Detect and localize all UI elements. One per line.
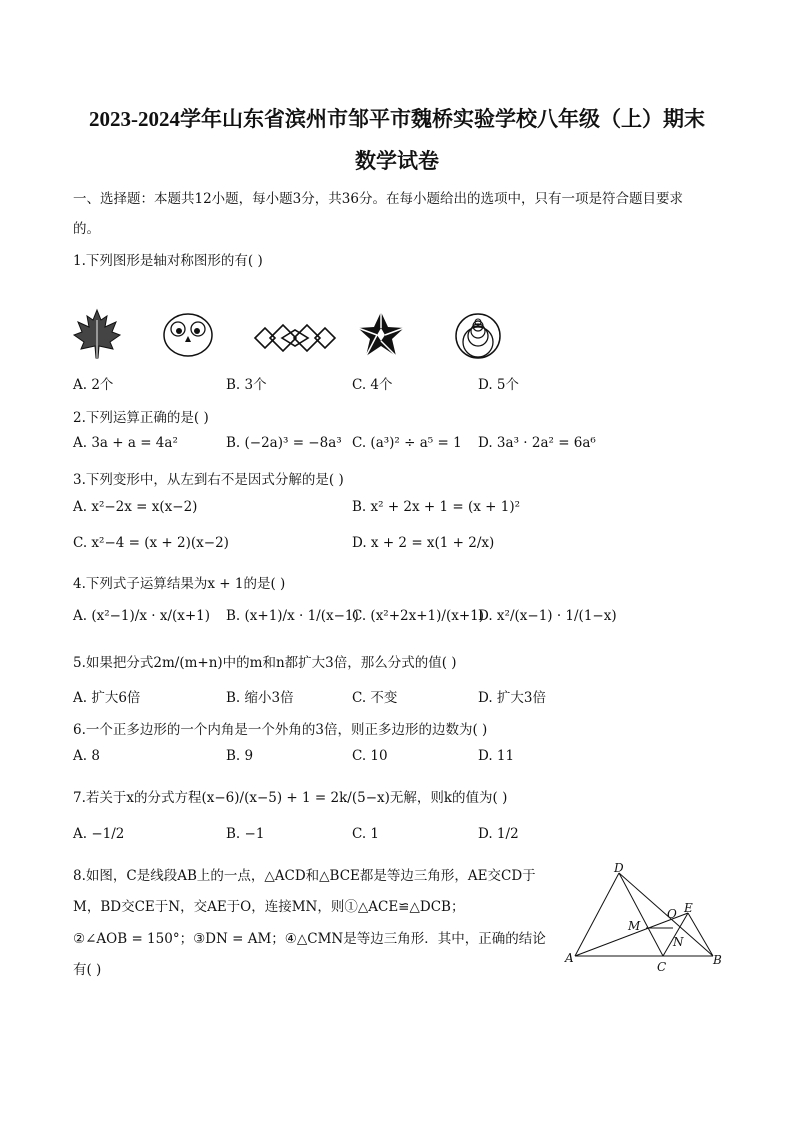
chinese-knot-figure [252,318,338,358]
q4-option-a: A. (x²−1)/x · x/(x+1) [73,608,211,624]
q6-option-a: A. 8 [73,748,100,764]
q2-option-c: C. (a³)² ÷ a⁵ = 1 [352,435,462,451]
q7-stem: 7.若关于x的分式方程(x−6)/(x−5) + 1 = 2k/(5−x)无解，则k的值为( ) [73,790,508,806]
q5-option-b: B. 缩小3倍 [226,690,294,706]
q7-option-a: A. −1/2 [73,826,125,842]
nested-circles-figure [453,312,503,360]
q8-stem-line4: 有( ) [73,962,102,978]
maple-leaf-figure [72,308,122,360]
q2-option-d: D. 3a³ · 2a² = 6a⁶ [478,435,596,451]
q5-option-d: D. 扩大3倍 [478,690,547,706]
q2-stem: 2.下列运算正确的是( ) [73,410,209,426]
page-subtitle: 数学试卷 [355,149,439,173]
q3-option-a: A. x²−2x = x(x−2) [73,499,198,515]
section-heading: 一、选择题：本题共12小题，每小题3分，共36分。在每小题给出的选项中，只有一项是符合题目要求 [73,191,683,207]
label-o: O [667,907,677,921]
q1-option-d: D. 5个 [478,377,520,393]
q8-stem-line1: 8.如图，C是线段AB上的一点，△ACD和△BCE都是等边三角形，AE交CD于 [73,868,536,884]
q3-option-d: D. x + 2 = x(1 + 2/x) [352,535,495,551]
section-heading-cont: 的。 [73,221,100,237]
q7-option-b: B. −1 [226,826,265,842]
label-d: D [614,861,624,875]
q6-option-d: D. 11 [478,748,515,764]
q4-option-d: D. x²/(x−1) · 1/(1−x) [478,608,617,624]
q5-option-c: C. 不变 [352,690,398,706]
owl-face-figure [162,312,214,358]
q3-option-b: B. x² + 2x + 1 = (x + 1)² [352,499,521,515]
q1-stem: 1.下列图形是轴对称图形的有( ) [73,253,263,269]
q7-option-c: C. 1 [352,826,380,842]
q3-stem: 3.下列变形中，从左到右不是因式分解的是( ) [73,472,344,488]
q5-option-a: A. 扩大6倍 [73,690,141,706]
page-title: 2023-2024学年山东省滨州市邹平市魏桥实验学校八年级（上）期末 [89,107,705,131]
q6-option-c: C. 10 [352,748,388,764]
q5-stem: 5.如果把分式2m/(m+n)中的m和n都扩大3倍，那么分式的值( ) [73,655,457,671]
q2-option-a: A. 3a + a = 4a² [73,435,178,451]
label-a: A [565,951,574,965]
q8-stem-line2: M，BD交CE于N，交AE于O，连接MN，则①△ACE≌△DCB； [73,899,465,915]
q1-option-c: C. 4个 [352,377,393,393]
q3-option-c: C. x²−4 = (x + 2)(x−2) [73,535,229,551]
q6-stem: 6.一个正多边形的一个内角是一个外角的3倍，则正多边形的边数为( ) [73,722,488,738]
q4-option-b: B. (x+1)/x · 1/(x−1) [226,608,359,624]
label-c: C [657,960,667,974]
label-e: E [684,901,693,915]
q8-geometry-figure [560,860,730,980]
label-m: M [628,919,641,933]
q7-option-d: D. 1/2 [478,826,519,842]
q4-stem: 4.下列式子运算结果为x + 1的是( ) [73,576,286,592]
q2-option-b: B. (−2a)³ = −8a³ [226,435,342,451]
five-petal-flower-figure [356,310,406,358]
q8-stem-line3: ②∠AOB = 150°；③DN = AM；④△CMN是等边三角形．其中，正确的结论 [73,931,546,947]
q4-option-c: C. (x²+2x+1)/(x+1) [352,608,485,624]
q6-option-b: B. 9 [226,748,254,764]
q1-option-b: B. 3个 [226,377,267,393]
label-b: B [713,953,722,967]
q1-option-a: A. 2个 [73,377,114,393]
label-n: N [673,935,684,949]
